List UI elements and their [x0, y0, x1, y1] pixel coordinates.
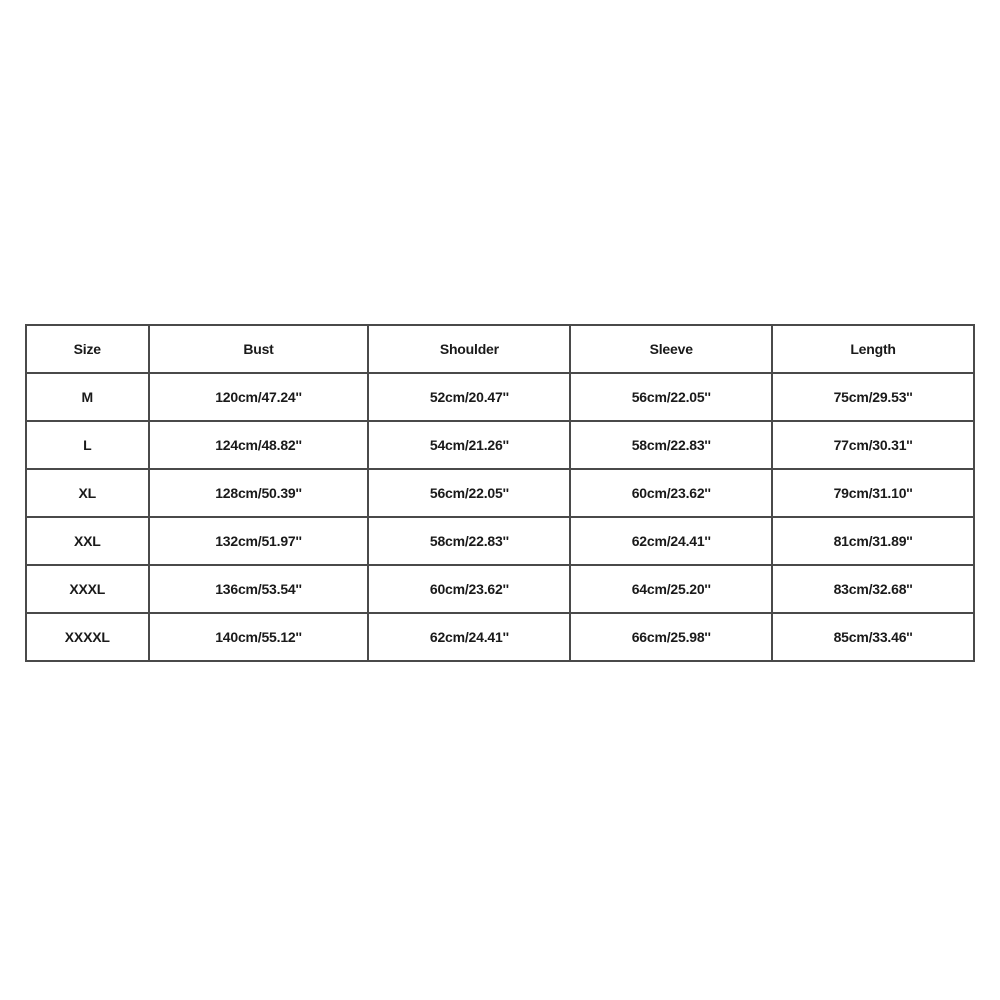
cell-sleeve: 64cm/25.20'' — [570, 565, 772, 613]
cell-size: XXL — [26, 517, 149, 565]
table-row — [26, 421, 974, 469]
header-length: Length — [772, 325, 974, 373]
cell-shoulder: 62cm/24.41'' — [368, 613, 570, 661]
cell-shoulder: 60cm/23.62'' — [368, 565, 570, 613]
header-bust: Bust — [149, 325, 369, 373]
size-chart-table — [25, 324, 975, 662]
cell-bust: 120cm/47.24'' — [149, 373, 369, 421]
table-row — [26, 373, 974, 421]
cell-length: 81cm/31.89'' — [772, 517, 974, 565]
cell-size: M — [26, 373, 149, 421]
cell-shoulder: 52cm/20.47'' — [368, 373, 570, 421]
cell-sleeve: 56cm/22.05'' — [570, 373, 772, 421]
cell-size: L — [26, 421, 149, 469]
cell-length: 85cm/33.46'' — [772, 613, 974, 661]
cell-sleeve: 58cm/22.83'' — [570, 421, 772, 469]
cell-bust: 124cm/48.82'' — [149, 421, 369, 469]
cell-length: 77cm/30.31'' — [772, 421, 974, 469]
cell-bust: 136cm/53.54'' — [149, 565, 369, 613]
header-shoulder: Shoulder — [368, 325, 570, 373]
cell-size: XXXXL — [26, 613, 149, 661]
header-size: Size — [26, 325, 149, 373]
cell-length: 75cm/29.53'' — [772, 373, 974, 421]
header-row — [26, 325, 974, 373]
cell-sleeve: 66cm/25.98'' — [570, 613, 772, 661]
cell-bust: 140cm/55.12'' — [149, 613, 369, 661]
cell-shoulder: 58cm/22.83'' — [368, 517, 570, 565]
table-row — [26, 565, 974, 613]
cell-bust: 128cm/50.39'' — [149, 469, 369, 517]
cell-size: XL — [26, 469, 149, 517]
header-sleeve: Sleeve — [570, 325, 772, 373]
table-row — [26, 517, 974, 565]
cell-length: 83cm/32.68'' — [772, 565, 974, 613]
cell-size: XXXL — [26, 565, 149, 613]
table-row — [26, 613, 974, 661]
cell-sleeve: 60cm/23.62'' — [570, 469, 772, 517]
table-row — [26, 469, 974, 517]
cell-bust: 132cm/51.97'' — [149, 517, 369, 565]
cell-length: 79cm/31.10'' — [772, 469, 974, 517]
cell-shoulder: 56cm/22.05'' — [368, 469, 570, 517]
cell-shoulder: 54cm/21.26'' — [368, 421, 570, 469]
cell-sleeve: 62cm/24.41'' — [570, 517, 772, 565]
